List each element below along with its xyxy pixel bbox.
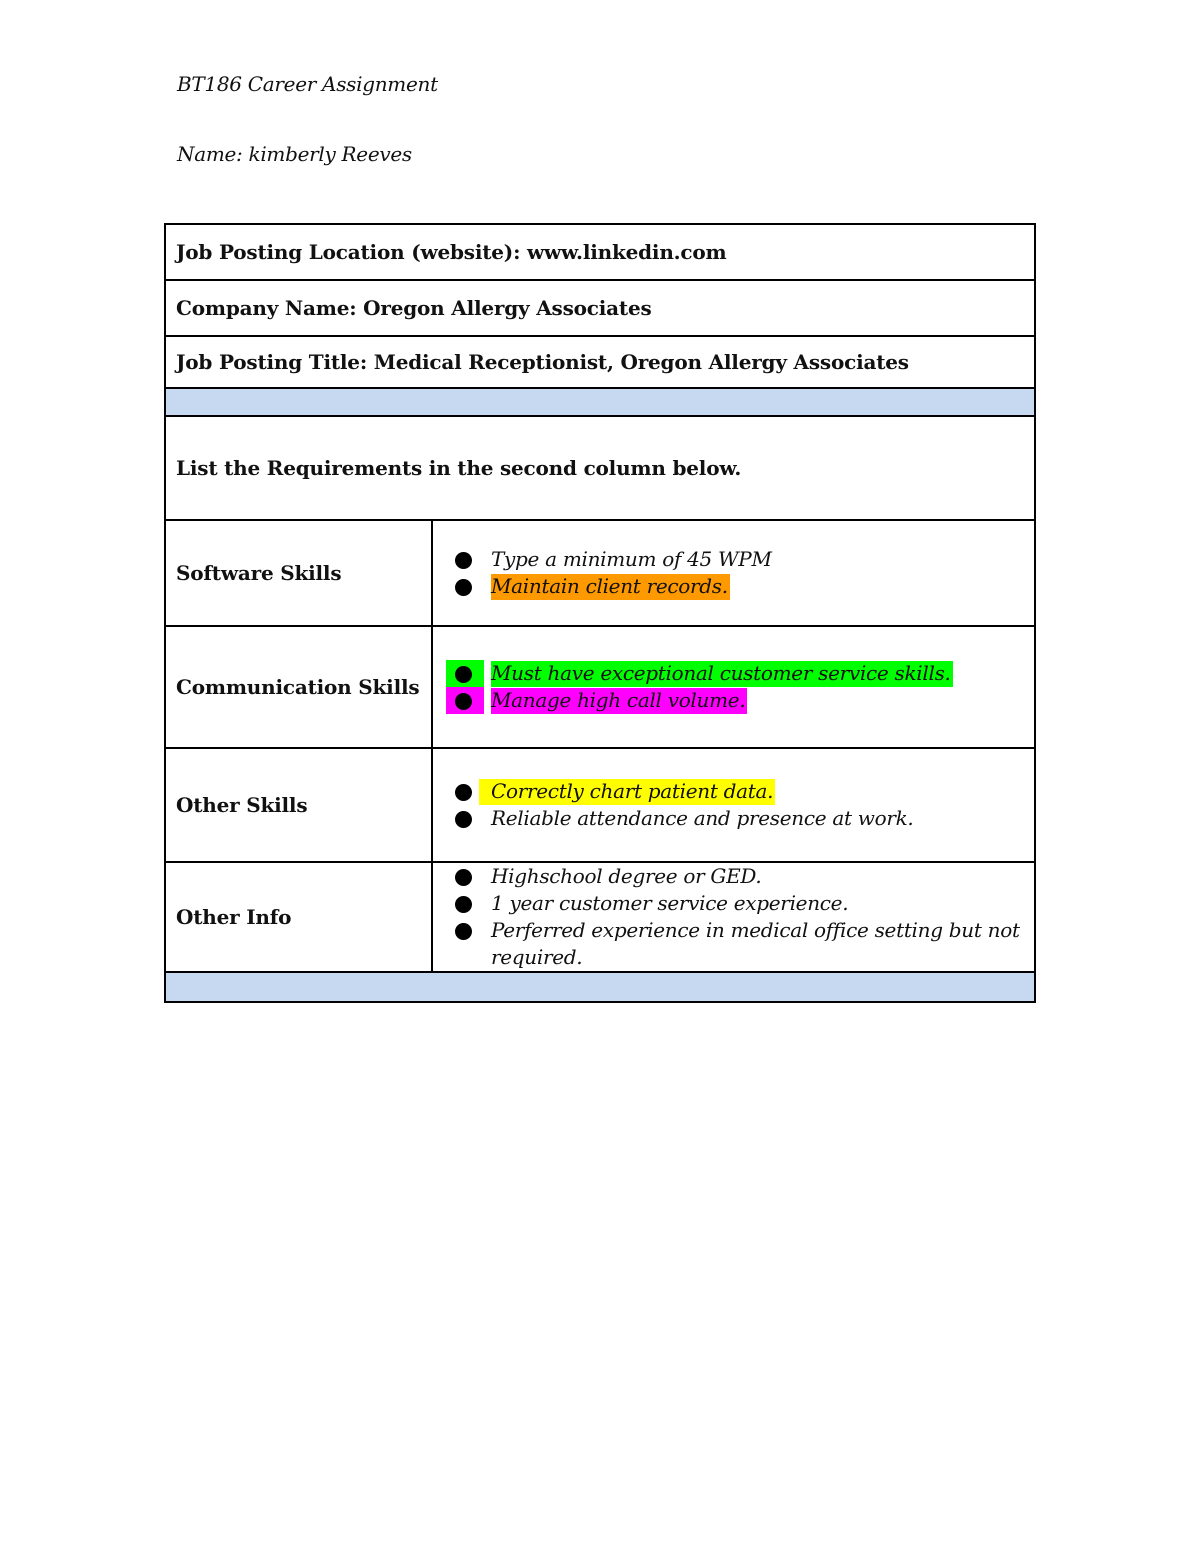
- communication-skills-requirements: [432, 626, 1035, 748]
- instructions-row: [165, 416, 1035, 520]
- bullet-icon: [455, 811, 472, 828]
- requirement-text: Perferred experience in medical office setting but not required.: [491, 918, 1020, 969]
- job-location-row: [165, 224, 1035, 280]
- requirements-list: [443, 660, 1024, 714]
- other-info-row: [165, 862, 1035, 972]
- job-location-cell: Job Posting Location (website): www.linkedin.com: [165, 224, 1035, 280]
- requirement-item: [491, 890, 1024, 917]
- requirements-list: [443, 863, 1024, 971]
- bullet-icon: [455, 666, 472, 683]
- communication-skills-label: Communication Skills: [165, 626, 432, 748]
- requirement-text: Type a minimum of 45 WPM: [491, 547, 772, 571]
- requirement-text: 1 year customer service experience.: [491, 891, 849, 915]
- communication-skills-row: [165, 626, 1035, 748]
- requirement-item: [491, 917, 1024, 971]
- other-skills-label: Other Skills: [165, 748, 432, 862]
- requirement-item: [491, 863, 1024, 890]
- job-title-cell: Job Posting Title: Medical Receptionist, Oregon Allergy Associates: [165, 336, 1035, 388]
- requirement-text: Manage high call volume.: [491, 688, 746, 712]
- other-info-requirements: [432, 862, 1035, 972]
- section-band-top-cell: [165, 388, 1035, 416]
- requirement-item: [491, 687, 1024, 714]
- requirement-text: Reliable attendance and presence at work.: [491, 806, 914, 830]
- course-title: BT186 Career Assignment: [177, 72, 438, 96]
- job-title-row: [165, 336, 1035, 388]
- section-band-bottom-cell: [165, 972, 1035, 1002]
- section-band-bottom: [165, 972, 1035, 1002]
- other-skills-requirements: [432, 748, 1035, 862]
- requirements-list: [443, 778, 1024, 832]
- requirement-item: [491, 573, 1024, 600]
- bullet-icon: [455, 693, 472, 710]
- other-info-label: Other Info: [165, 862, 432, 972]
- student-name: Name: kimberly Reeves: [177, 142, 412, 166]
- software-skills-label: Software Skills: [165, 520, 432, 626]
- bullet-icon: [455, 869, 472, 886]
- requirement-text: Correctly chart patient data.: [479, 779, 775, 805]
- bullet-icon: [455, 896, 472, 913]
- section-band-top: [165, 388, 1035, 416]
- software-skills-requirements: [432, 520, 1035, 626]
- career-assignment-table: [164, 223, 1036, 1003]
- company-name-cell: Company Name: Oregon Allergy Associates: [165, 280, 1035, 336]
- bullet-icon: [455, 552, 472, 569]
- bullet-icon: [455, 579, 472, 596]
- software-skills-row: [165, 520, 1035, 626]
- bullet-icon: [455, 784, 472, 801]
- requirement-item: [491, 805, 1024, 832]
- instructions-cell: List the Requirements in the second column below.: [165, 416, 1035, 520]
- requirements-list: [443, 546, 1024, 600]
- company-name-row: [165, 280, 1035, 336]
- requirement-text: Must have exceptional customer service skills.: [491, 661, 951, 685]
- requirement-text: Maintain client records.: [491, 574, 728, 598]
- requirement-text: Highschool degree or GED.: [491, 864, 762, 888]
- requirement-item: [491, 546, 1024, 573]
- requirement-item: [491, 660, 1024, 687]
- bullet-icon: [455, 923, 472, 940]
- requirement-item: [491, 778, 1024, 805]
- other-skills-row: [165, 748, 1035, 862]
